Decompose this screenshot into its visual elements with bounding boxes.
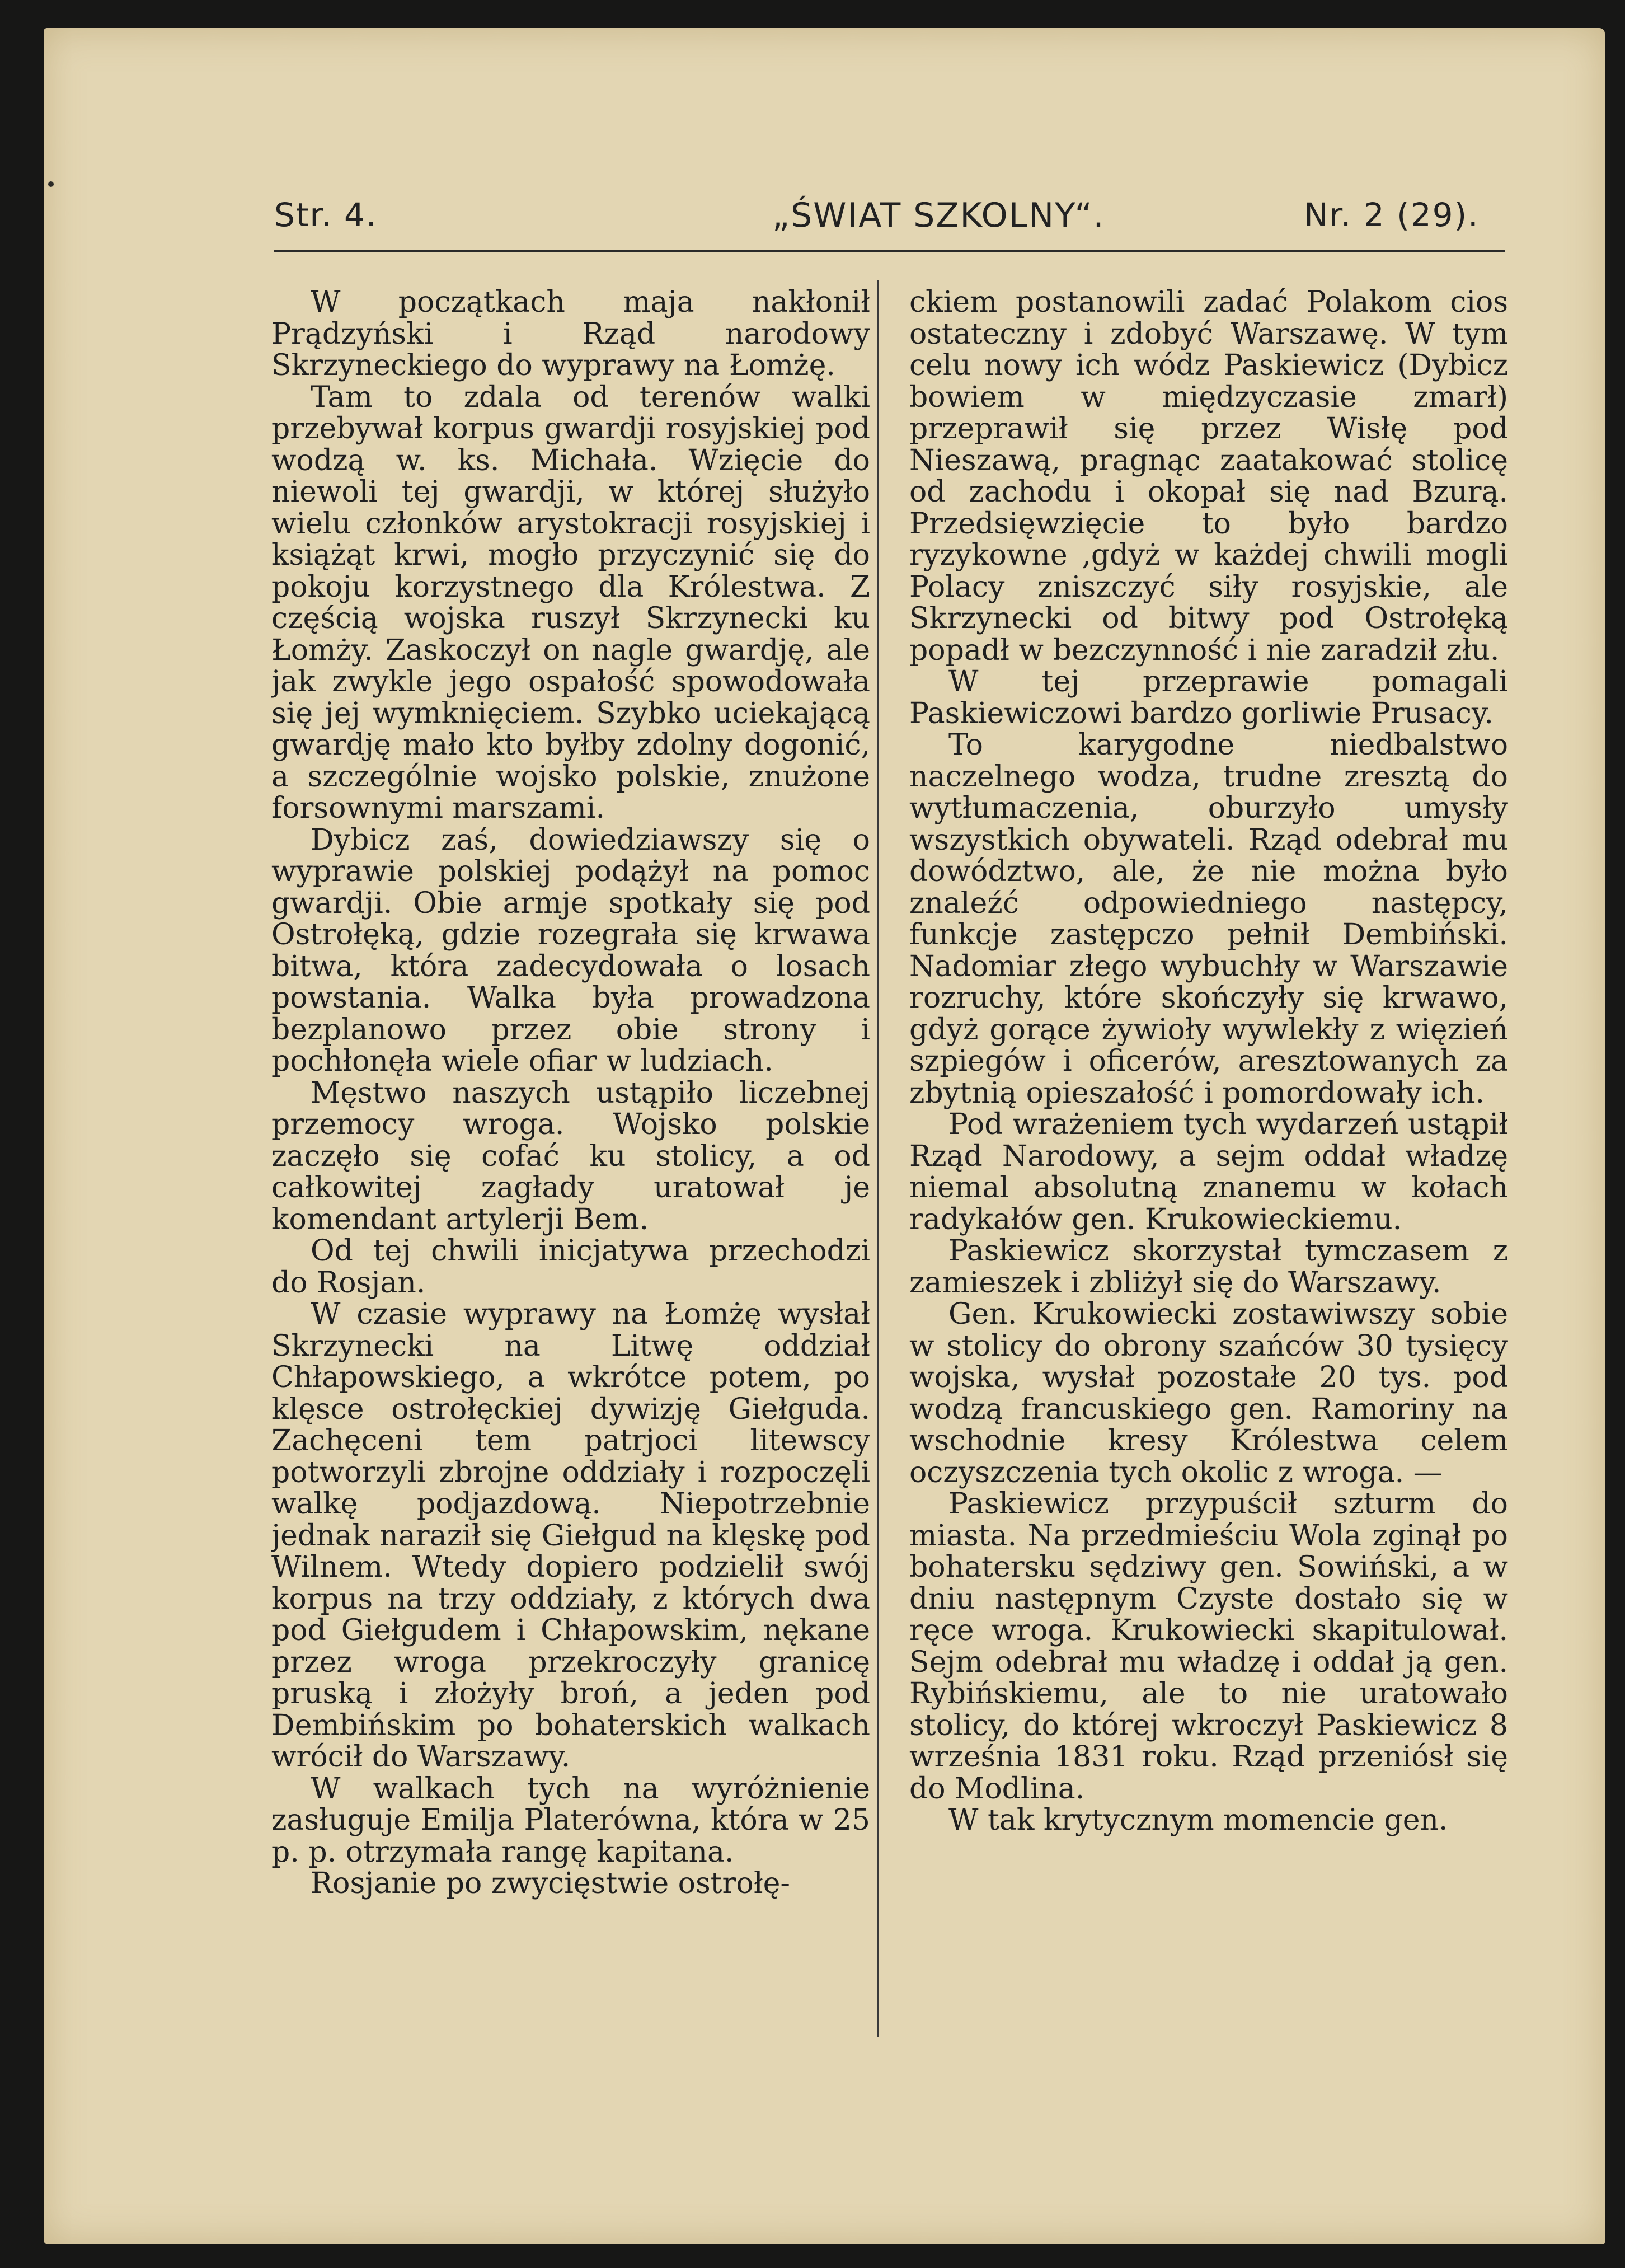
paragraph: W tej przeprawie pomagali Paskiewiczowi bardzo gorliwie Prusacy. (909, 665, 1508, 730)
left-column (271, 287, 870, 2055)
paragraph: ckiem postanowili zadać Polakom cios ostateczny i zdobyć Warszawę. W tym celu nowy ich wódz Paskiewicz (Dybicz bowiem w międzyczasie zmarł) przeprawił się przez Wisłę pod Nieszawą, pragnąc zaatakować stolicę od zachodu i okopał się nad Bzurą. Przedsięwzięcie to było bardzo ryzykowne ,gdyż w każdej chwili mogli Polacy zniszczyć siły rosyjskie, ale Skrzynecki od bitwy pod Ostrołęką popadł w bezczynność i nie zaradził złu. (909, 287, 1508, 667)
paragraph: Dybicz zaś, dowiedziawszy się o wyprawie polskiej podążył na pomoc gwardji. Obie armje spotkały się pod Ostrołęką, gdzie rozegrała się krwawa bitwa, która zadecydowała o losach powstania. Walka była prowadzona bezplanowo przez obie strony i pochłonęła wiele ofiar w ludziach. (271, 823, 870, 1078)
paragraph: Rosjanie po zwycięstwie ostrołę- (311, 1867, 790, 1900)
right-column (909, 287, 1508, 2055)
paragraph: W tak krytycznym momencie gen. (948, 1803, 1448, 1837)
issue-number: Nr. 2 (29). (1304, 196, 1480, 234)
paragraph: Od tej chwili inicjatywa przechodzi do Rosjan. (271, 1234, 870, 1300)
column-divider (877, 280, 879, 2037)
publication-title: „ŚWIAT SZKOLNY“. (772, 196, 1105, 235)
page-header (274, 196, 1516, 257)
paragraph: W walkach tych na wyróżnienie zasługuje Emilja Platerówna, która w 25 p. p. otrzymała rangę kapitana. (271, 1772, 870, 1869)
paragraph: Gen. Krukowiecki zostawiwszy sobie w stolicy do obrony szańców 30 tysięcy wojska, wysłał pozostałe 20 tys. pod wodzą francuskiego gen. Ramoriny na wschodnie kresy Królestwa celem oczyszczenia tych okolic z wroga. — (909, 1297, 1508, 1489)
paragraph: Paskiewicz przypuścił szturm do miasta. Na przedmieściu Wola zginął po bohatersku sędziwy gen. Sowiński, a w dniu następnym Czyste dostało się w ręce wroga. Krukowiecki skapitulował. Sejm odebrał mu władzę i oddał ją gen. Rybińskiemu, ale to nie uratowało stolicy, do której wkroczył Paskiewicz 8 września 1831 roku. Rząd przeniósł się do Modlina. (909, 1487, 1508, 1806)
paragraph: Tam to zdala od terenów walki przebywał korpus gwardji rosyjskiej pod wodzą w. ks. Michała. Wzięcie do niewoli tej gwardji, w której służyło wielu członków arystokracji rosyjskiej i książąt krwi, mogło przyczynić się do pokoju korzystnego dla Królestwa. Z częścią wojska ruszył Skrzynecki ku Łomży. Zaskoczył on nagle gwardję, ale jak zwykle jego ospałość spowodowała się jej wymknięciem. Szybko uciekającą gwardję mało kto byłby zdolny dogonić, a szczególnie wojsko polskie, znużone forsownymi marszami. (271, 380, 870, 825)
paragraph: Paskiewicz skorzystał tymczasem z zamieszek i zbliżył się do Warszawy. (909, 1234, 1508, 1300)
paragraph: W czasie wyprawy na Łomżę wysłał Skrzynecki na Litwę oddział Chłapowskiego, a wkrótce potem, po klęsce ostrołęckiej dywizję Giełguda. Zachęceni tem patrjoci litewscy potworzyli zbrojne oddziały i rozpoczęli walkę podjazdową. Niepotrzebnie jednak naraził się Giełgud na klęskę pod Wilnem. Wtedy dopiero podzielił swój korpus na trzy oddziały, z których dwa pod Giełgudem i Chłapowskim, nękane przez wroga przekroczyły granicę pruską i złożyły broń, a jeden pod Dembińskim po bohaterskich walkach wrócił do Warszawy. (271, 1297, 870, 1774)
paragraph: To karygodne niedbalstwo naczelnego wodza, trudne zresztą do wytłumaczenia, oburzyło umysły wszystkich obywateli. Rząd odebrał mu dowództwo, ale, że nie można było znaleźć odpowiedniego następcy, funkcje zastępczo pełnił Dembiński. Nadomiar złego wybuchły w Warszawie rozruchy, które skończyły się krwawo, gdyż gorące żywioły wywlekły z więzień szpiegów i oficerów, aresztowanych za zbytnią opieszałość i pomordowały ich. (909, 728, 1508, 1110)
punch-mark (48, 181, 54, 187)
paragraph: Męstwo naszych ustąpiło liczebnej przemocy wroga. Wojsko polskie zaczęło się cofać ku stolicy, a od całkowitej zagłady uratował je komendant artylerji Bem. (271, 1076, 870, 1236)
paragraph: Pod wrażeniem tych wydarzeń ustąpił Rząd Narodowy, a sejm oddał władzę niemal absolutną znanemu w kołach radykałów gen. Krukowieckiemu. (909, 1108, 1508, 1236)
page-number-label: Str. 4. (274, 196, 378, 234)
header-rule (274, 250, 1505, 252)
paragraph: W początkach maja nakłonił Prądzyński i Rząd narodowy Skrzyneckiego do wyprawy na Łomżę. (271, 287, 870, 382)
